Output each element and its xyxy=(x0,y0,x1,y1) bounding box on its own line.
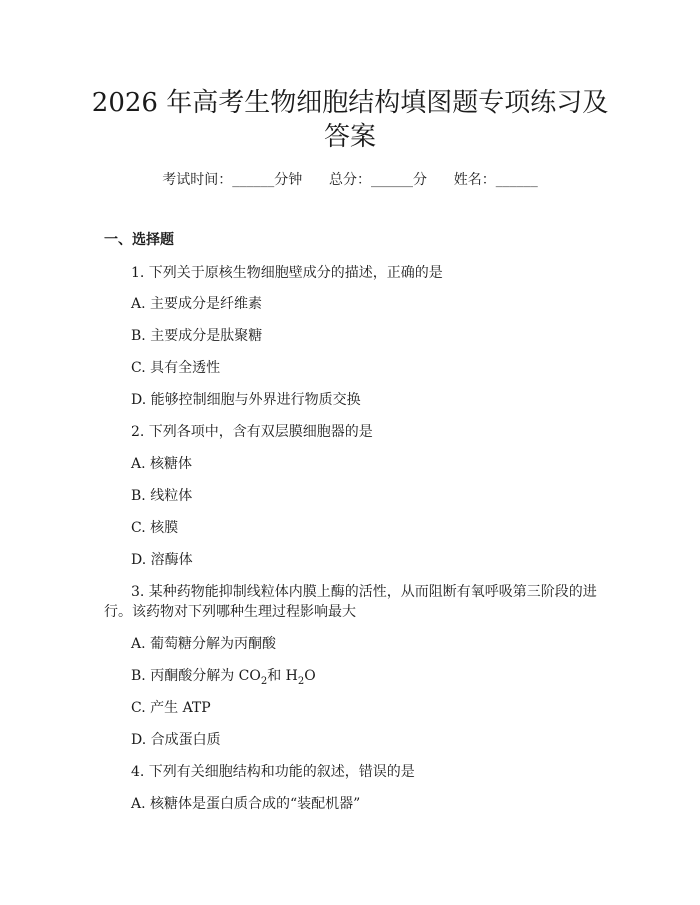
q1-option-c: C. 具有全透性 xyxy=(131,360,221,376)
question-2: 2. 下列各项中，含有双层膜细胞器的是 xyxy=(131,424,373,440)
question-3-line-2: 行。该药物对下列哪种生理过程影响最大 xyxy=(104,604,356,620)
title-line-2: 答案 xyxy=(323,122,376,152)
q3-option-c: C. 产生 ATP xyxy=(131,700,211,716)
q3-option-b-prefix: B. 丙酮酸分解为 CO xyxy=(131,668,261,684)
q1-option-b: B. 主要成分是肽聚糖 xyxy=(131,328,263,344)
q3-option-b-sub-1: 2 xyxy=(260,675,268,687)
exam-meta: 考试时间：______分钟 总分：______分 姓名：______ xyxy=(162,172,538,188)
q2-option-a: A. 核糖体 xyxy=(131,456,193,472)
q3-option-b xyxy=(131,665,316,687)
section-heading: 一、选择题 xyxy=(104,232,174,248)
q2-option-d: D. 溶酶体 xyxy=(131,552,193,568)
q1-option-d: D. 能够控制细胞与外界进行物质交换 xyxy=(131,392,361,408)
q3-option-b-suffix: O xyxy=(304,668,316,684)
q4-option-a: A. 核糖体是蛋白质合成的“装配机器” xyxy=(131,796,361,812)
q3-option-b-sub-2: 2 xyxy=(297,675,305,687)
q2-option-c: C. 核膜 xyxy=(131,520,179,536)
document-title xyxy=(0,86,700,154)
q3-option-b-mid: 和 H xyxy=(267,668,298,684)
question-4: 4. 下列有关细胞结构和功能的叙述，错误的是 xyxy=(131,764,415,780)
question-1: 1. 下列关于原核生物细胞壁成分的描述，正确的是 xyxy=(131,265,443,281)
q2-option-b: B. 线粒体 xyxy=(131,488,193,504)
q3-option-a: A. 葡萄糖分解为丙酮酸 xyxy=(131,636,277,652)
q3-option-d: D. 合成蛋白质 xyxy=(131,732,221,748)
question-3-line-1: 3. 某种药物能抑制线粒体内膜上酶的活性，从而阻断有氧呼吸第三阶段的进 xyxy=(131,584,597,600)
title-line-1: 2026 年高考生物细胞结构填图题专项练习及 xyxy=(91,88,609,118)
q1-option-a: A. 主要成分是纤维素 xyxy=(131,296,263,312)
